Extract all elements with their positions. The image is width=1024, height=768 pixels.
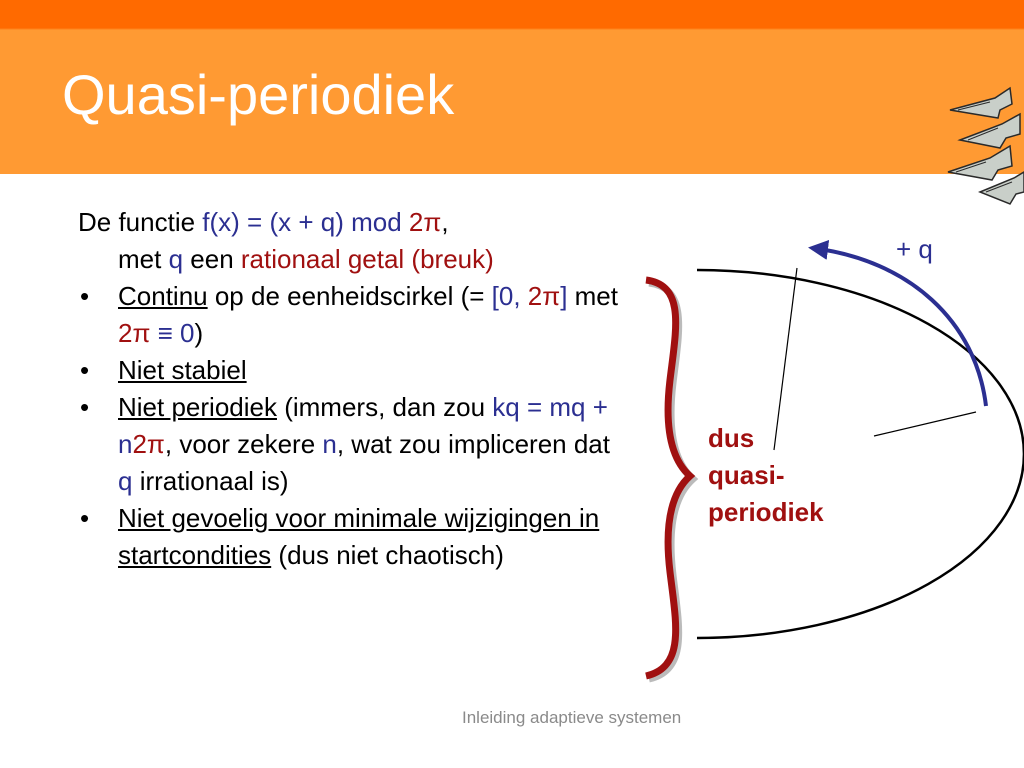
bullet-marker: • bbox=[80, 281, 90, 311]
conclusion-line: periodiek bbox=[708, 497, 824, 527]
conclusion-label bbox=[708, 420, 824, 531]
bullet-paren: ) bbox=[194, 318, 204, 348]
footer-text: Inleiding adaptieve systemen bbox=[462, 708, 682, 727]
bullet-text: op de eenheidscirkel (= bbox=[207, 281, 492, 311]
bullet-heading: Niet periodiek bbox=[118, 392, 277, 422]
conclusion-line: dus bbox=[708, 423, 755, 453]
interval-two-pi: 2π bbox=[527, 281, 561, 311]
brace-icon bbox=[646, 280, 693, 679]
intro-comma: , bbox=[441, 207, 449, 237]
bullet-text: , voor zekere bbox=[164, 429, 323, 459]
var-n: n bbox=[322, 429, 337, 459]
arrow-icon bbox=[812, 248, 986, 406]
equation: kq = mq + n bbox=[118, 392, 608, 459]
bullet-heading: Niet stabiel bbox=[118, 355, 247, 385]
bullet-heading: Niet gevoelig voor minimale wijzigingen in startcondities bbox=[118, 503, 600, 570]
bullet-text: (immers, dan zou bbox=[276, 392, 493, 422]
var-q: q bbox=[118, 466, 133, 496]
arrow-label: + q bbox=[896, 234, 933, 264]
equiv-two-pi: 2π bbox=[118, 318, 151, 348]
conclusion-line: quasi- bbox=[708, 460, 785, 490]
interval-open: [0, bbox=[491, 281, 528, 311]
intro-een: een bbox=[183, 244, 241, 274]
bullet-text: (dus niet chaotisch) bbox=[271, 540, 504, 570]
intro-met: met bbox=[118, 244, 169, 274]
interval-close: ] bbox=[560, 281, 568, 311]
slide-title: Quasi-periodiek bbox=[62, 63, 455, 126]
bullet-met: met bbox=[567, 281, 618, 311]
equiv-zero: ≡ 0 bbox=[150, 318, 195, 348]
bullet-text: , wat zou impliceren dat bbox=[336, 429, 610, 459]
intro-two-pi: 2π bbox=[408, 207, 442, 237]
bullet-marker: • bbox=[80, 392, 90, 422]
bullet-text: irrationaal is) bbox=[132, 466, 289, 496]
intro-q: q bbox=[168, 244, 184, 274]
bullet-marker: • bbox=[80, 503, 90, 533]
intro-text: De functie bbox=[78, 207, 203, 237]
intro-function: f(x) = (x + q) mod bbox=[202, 207, 409, 237]
bullet-marker: • bbox=[80, 355, 90, 385]
bullet-heading: Continu bbox=[118, 281, 208, 311]
intro-rational: rationaal getal (breuk) bbox=[240, 244, 494, 274]
radius-line bbox=[874, 412, 976, 436]
equation-two-pi: 2π bbox=[132, 429, 165, 459]
